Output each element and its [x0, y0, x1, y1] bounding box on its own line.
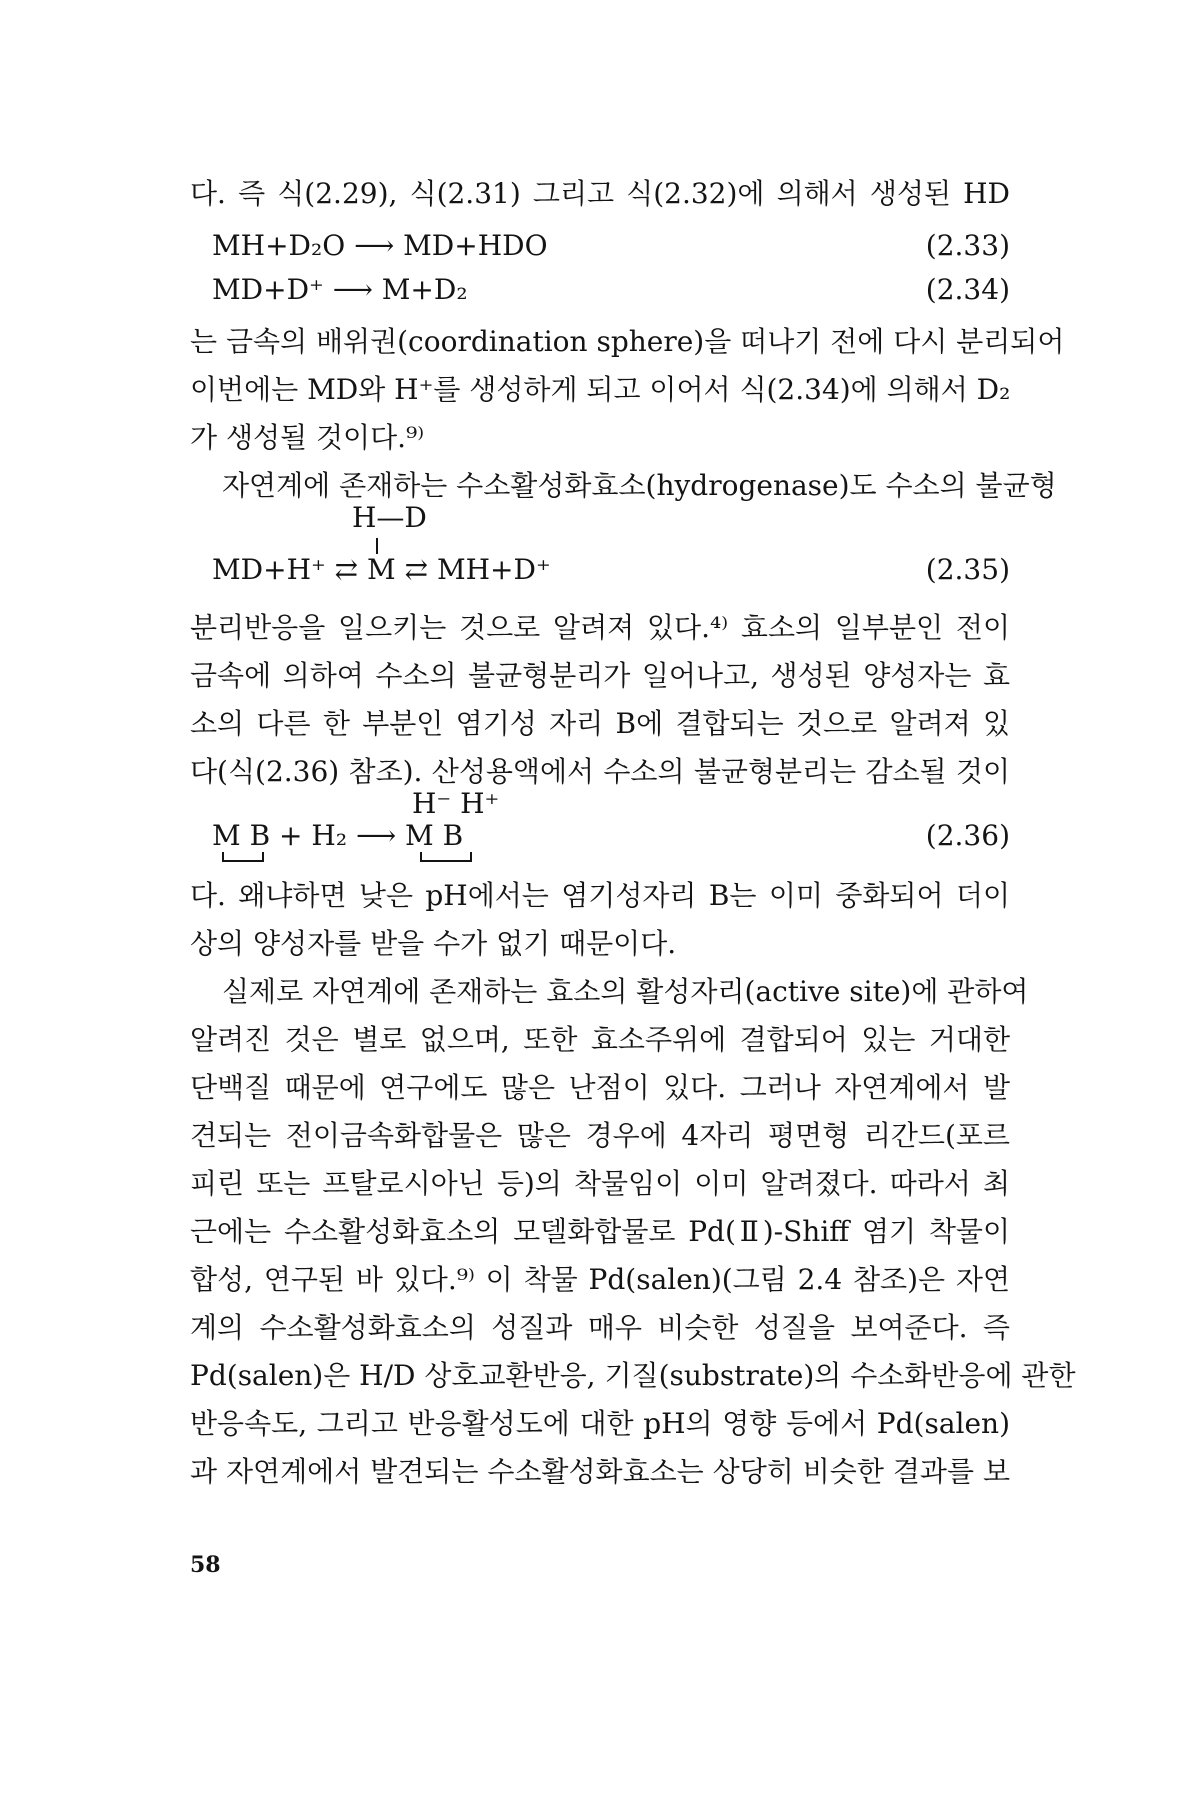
equation-2-35: MD+H⁺ ⇄ M ⇄ MH+D⁺ — [212, 553, 551, 586]
text-line-17: 근에는 수소활성화효소의 모델화합물로 Pd(Ⅱ)-Shiff 염기 착물이 — [190, 1215, 1010, 1248]
text-line-3: 이번에는 MD와 H⁺를 생성하게 되고 이어서 식(2.34)에 의해서 D₂ — [190, 373, 1011, 406]
equation-2-34: MD+D⁺ ⟶ M+D₂ — [212, 273, 468, 306]
text-line-14: 단백질 때문에 연구에도 많은 난점이 있다. 그러나 자연계에서 발 — [190, 1071, 1010, 1104]
text-line-18: 합성, 연구된 바 있다.⁹⁾ 이 착물 Pd(salen)(그림 2.4 참조)은 자연 — [190, 1263, 1010, 1296]
equation-number-2-34: (2.34) — [925, 273, 1010, 306]
text-line-16: 피린 또는 프탈로시아닌 등)의 착물임이 이미 알려졌다. 따라서 최 — [190, 1167, 1010, 1200]
equation-number-2-36: (2.36) — [925, 819, 1010, 852]
page-number: 58 — [190, 1552, 221, 1578]
text-line-20: Pd(salen)은 H/D 상호교환반응, 기질(substrate)의 수소화반응에 관한 — [190, 1359, 1076, 1392]
text-line-10: 다. 왜냐하면 낮은 pH에서는 염기성자리 B는 이미 중화되어 더이 — [190, 879, 1010, 912]
text-line-13: 알려진 것은 별로 없으며, 또한 효소주위에 결합되어 있는 거대한 — [190, 1023, 1010, 1056]
text-line-9: 다(식(2.36) 참조). 산성용액에서 수소의 불균형분리는 감소될 것이 — [190, 755, 1010, 788]
text-line-7: 금속에 의하여 수소의 불균형분리가 일어나고, 생성된 양성자는 효 — [190, 659, 1010, 692]
text-line-19: 계의 수소활성화효소의 성질과 매우 비슷한 성질을 보여준다. 즉 — [190, 1311, 1010, 1344]
equation-2-36: M B + H₂ ⟶ M B — [212, 819, 464, 852]
equation-number-2-35: (2.35) — [925, 553, 1010, 586]
text-line-21: 반응속도, 그리고 반응활성도에 대한 pH의 영향 등에서 Pd(salen) — [190, 1407, 1010, 1440]
text-line-1: 다. 즉 식(2.29), 식(2.31) 그리고 식(2.32)에 의해서 생성된 HD — [190, 177, 1010, 210]
chelate-bracket-right — [420, 852, 472, 862]
equation-2-33: MH+D₂O ⟶ MD+HDO — [212, 229, 548, 262]
equation-number-2-33: (2.33) — [925, 229, 1010, 262]
text-line-8: 소의 다른 한 부분인 염기성 자리 B에 결합되는 것으로 알려져 있 — [190, 707, 1010, 740]
text-line-12: 실제로 자연계에 존재하는 효소의 활성자리(active site)에 관하여 — [222, 975, 1029, 1008]
text-line-5: 자연계에 존재하는 수소활성화효소(hydrogenase)도 수소의 불균형 — [222, 469, 1057, 502]
text-line-15: 견되는 전이금속화합물은 많은 경우에 4자리 평면형 리간드(포르 — [190, 1119, 1010, 1152]
text-line-11: 상의 양성자를 받을 수가 없기 때문이다. — [190, 927, 677, 960]
text-line-22: 과 자연계에서 발견되는 수소활성화효소는 상당히 비슷한 결과를 보 — [190, 1455, 1010, 1488]
text-line-6: 분리반응을 일으키는 것으로 알려져 있다.⁴⁾ 효소의 일부분인 전이 — [190, 611, 1010, 644]
text-line-2: 는 금속의 배위권(coordination sphere)을 떠나기 전에 다시 분리되어 — [190, 325, 1065, 358]
text-line-4: 가 생성될 것이다.⁹⁾ — [190, 421, 425, 454]
equation-2-35-top: H—D — [352, 501, 427, 534]
chelate-bracket-left — [222, 852, 264, 862]
equation-2-36-top: H⁻ H⁺ — [412, 787, 500, 820]
